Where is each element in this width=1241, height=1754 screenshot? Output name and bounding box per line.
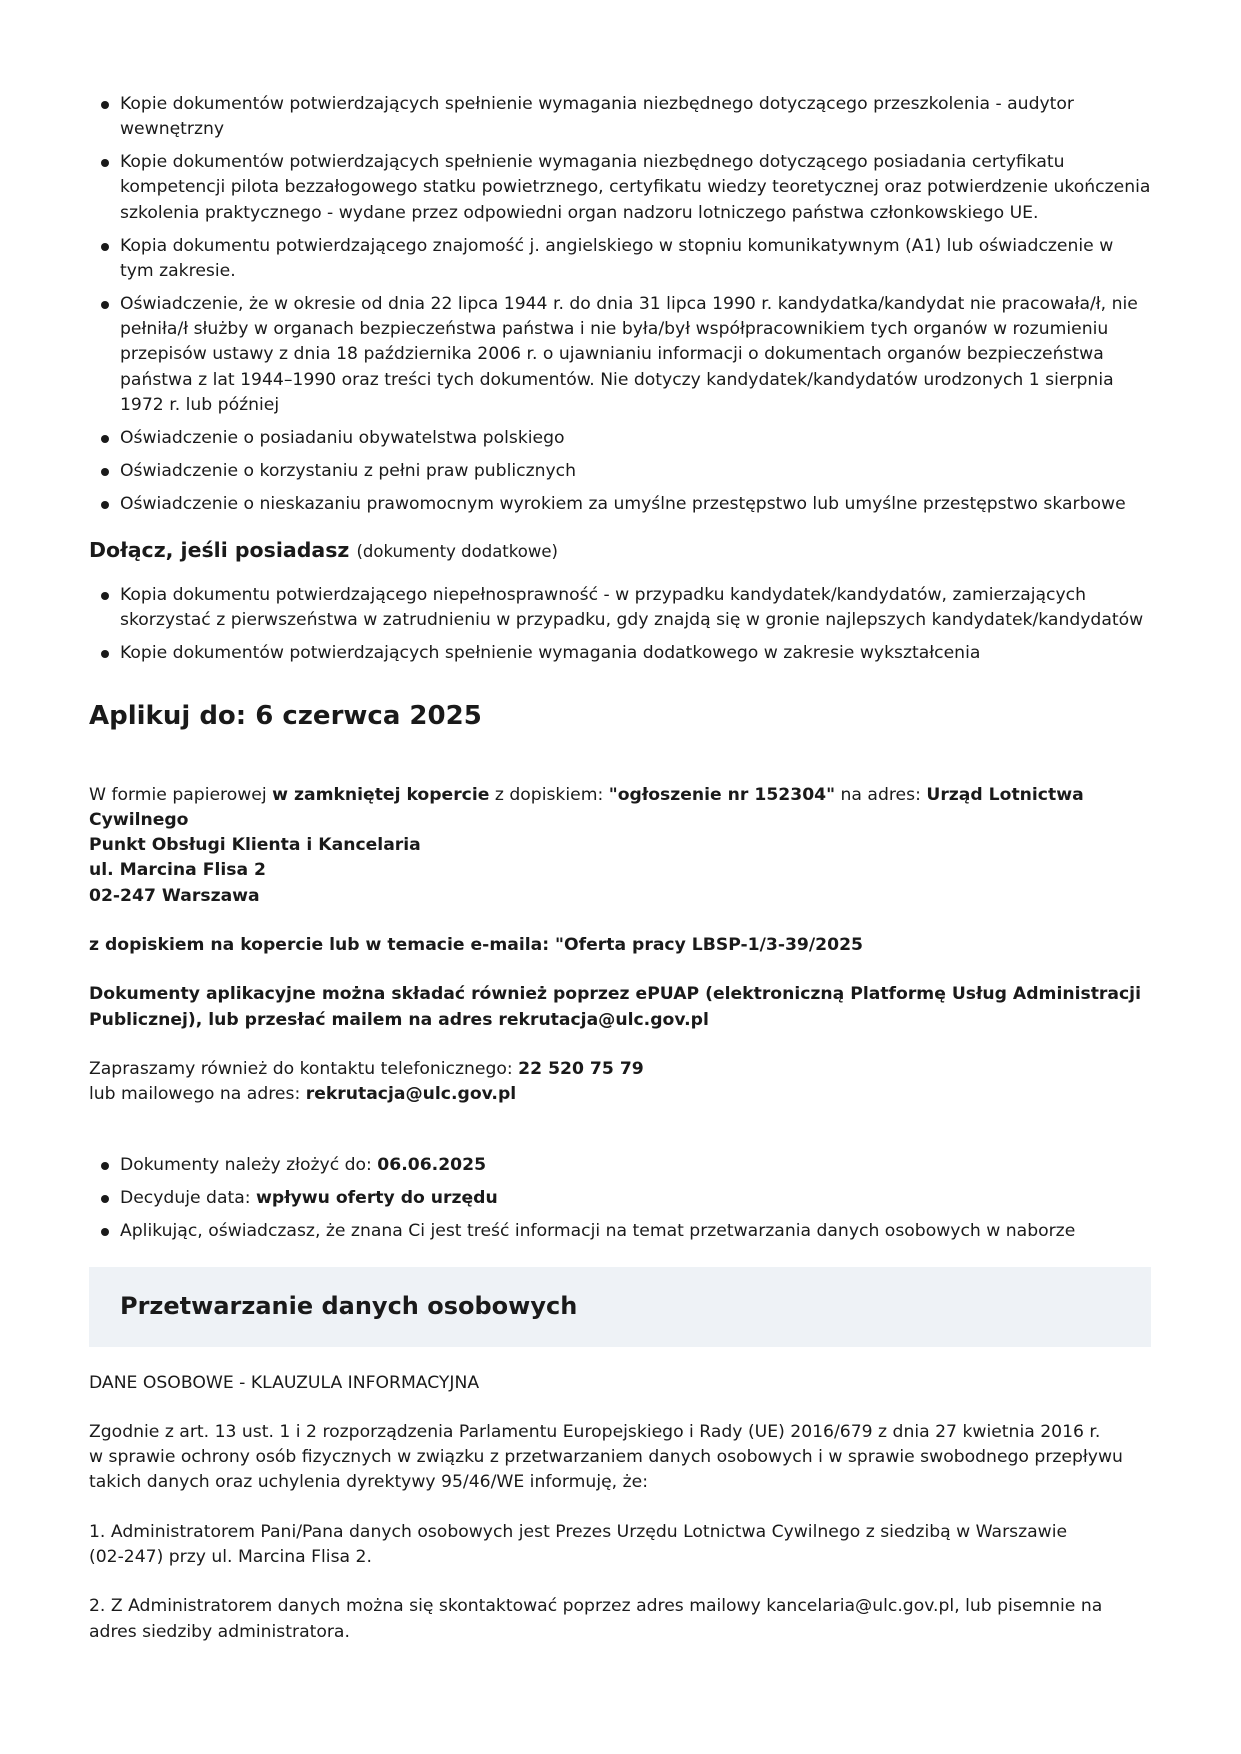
address-line: 02-247 Warszawa [89, 885, 260, 906]
privacy-heading: Przetwarzanie danych osobowych [120, 1291, 578, 1320]
decides-value: wpływu oferty do urzędu [256, 1188, 498, 1209]
list-item: Oświadczenie o korzystaniu z pełni praw publicznych [89, 459, 1151, 484]
office-name: Urząd Lotnictwa Cywilnego [89, 784, 1084, 830]
deadline-value: 06.06.2025 [377, 1155, 487, 1176]
list-item [89, 1153, 1151, 1178]
list-item: Kopie dokumentów potwierdzających spełnienie wymagania niezbędnego dotyczącego przeszkolenia - audytor wewnętrzny [89, 92, 1151, 143]
apply-deadline-heading: Aplikuj do: 6 czerwca 2025 [89, 700, 482, 731]
list-item: Oświadczenie o nieskazaniu prawomocnym wyrokiem za umyślne przestępstwo lub umyślne przestępstwo skarbowe [89, 492, 1151, 517]
decides-label: Decyduje data: [120, 1188, 257, 1209]
additional-heading-note: (dokumenty dodatkowe) [356, 542, 558, 562]
additional-documents-heading [89, 537, 1151, 565]
clause-title: DANE OSOBOWE - KLAUZULA INFORMACYJNA [89, 1372, 480, 1393]
apply-instructions [89, 783, 1151, 909]
contact-info [89, 1057, 1151, 1108]
epuap-note: Dokumenty aplikacyjne można składać również poprzez ePUAP (elektroniczną Platformę Usług Administracji Publicznej), lub przesłać mailem na adres rekrutacja@ulc.gov.pl [89, 984, 1141, 1030]
apply-text: z dopiskiem: [489, 784, 609, 805]
additional-heading-text: Dołącz, jeśli posiadasz [89, 538, 350, 563]
document-page [89, 92, 1151, 1645]
apply-text: W formie papierowej [89, 784, 273, 805]
privacy-point-2: 2. Z Administratorem danych można się skontaktować poprzez adres mailowy kancelaria@ulc.gov.pl, lub pisemnie na adres siedziby administratora. [89, 1596, 1103, 1642]
privacy-intro [89, 1420, 1151, 1496]
apply-summary-list [89, 1153, 1151, 1244]
list-item: Oświadczenie o posiadaniu obywatelstwa polskiego [89, 426, 1151, 451]
list-item: Kopia dokumentu potwierdzającego niepełnosprawność - w przypadku kandydatek/kandydatów, zamierzających skorzystać z pierwszeństwa w zatrudnieniu w przypadku, gdy znajdą się w gronie najlepszych kandydatek/kandydatów [89, 583, 1151, 634]
list-item: Oświadczenie, że w okresie od dnia 22 lipca 1944 r. do dnia 31 lipca 1990 r. kandydatka/kandydat nie pracowała/ł, nie pełniła/ł służby w organach bezpieczeństwa państwa i nie była/był współpracownikiem tych organów w rozumieniu przepisów ustawy z dnia 18 października 2006 r. o ujawnianiu informacji o dokumentach organów bezpieczeństwa państwa z lat 1944–1990 oraz treści tych dokumentów. Nie dotyczy kandydatek/kandydatów urodzonych 1 sierpnia 1972 r. lub później [89, 292, 1151, 418]
list-item: Kopia dokumentu potwierdzającego znajomość j. angielskiego w stopniu komunikatywnym (A1) lub oświadczenie w tym zakresie. [89, 234, 1151, 285]
contact-email: rekrutacja@ulc.gov.pl [305, 1084, 517, 1105]
contact-text: lub mailowego na adres: [89, 1084, 306, 1105]
privacy-intro-line: w sprawie ochrony osób fizycznych w związku z przetwarzaniem danych osobowych i w sprawie swobodnego przepływu takich danych oraz uchylenia dyrektywy 95/46/WE informuję, że: [89, 1447, 1123, 1493]
contact-text: Zapraszamy również do kontaktu telefonicznego: [89, 1058, 519, 1079]
privacy-intro-line: Zgodnie z art. 13 ust. 1 i 2 rozporządzenia Parlamentu Europejskiego i Rady (UE) 2016/679 z dnia 27 kwietnia 2016 r. [89, 1421, 1101, 1442]
additional-documents-list [89, 583, 1151, 666]
required-documents-list [89, 92, 1151, 517]
announcement-number: "ogłoszenie nr 152304" [608, 784, 836, 805]
apply-text-bold: w zamkniętej kopercie [272, 784, 490, 805]
envelope-note: z dopiskiem na kopercie lub w temacie e-maila: "Oferta pracy LBSP-1/3-39/2025 [89, 934, 864, 955]
address-line: ul. Marcina Flisa 2 [89, 860, 267, 881]
list-item [89, 1186, 1151, 1211]
deadline-label: Dokumenty należy złożyć do: [120, 1155, 378, 1176]
privacy-point-line: (02-247) przy ul. Marcina Flisa 2. [89, 1547, 372, 1568]
address-line: Punkt Obsługi Klienta i Kancelaria [89, 835, 421, 856]
apply-text: na adres: [835, 784, 927, 805]
privacy-point-line: 1. Administratorem Pani/Pana danych osobowych jest Prezes Urzędu Lotnictwa Cywilnego z siedzibą w Warszawie [89, 1521, 1068, 1542]
contact-phone: 22 520 75 79 [518, 1058, 644, 1079]
privacy-section-header [89, 1267, 1151, 1347]
list-item: Aplikując, oświadczasz, że znana Ci jest treść informacji na temat przetwarzania danych osobowych w naborze [89, 1219, 1151, 1244]
privacy-point-1 [89, 1520, 1151, 1571]
list-item: Kopie dokumentów potwierdzających spełnienie wymagania niezbędnego dotyczącego posiadania certyfikatu kompetencji pilota bezzałogowego statku powietrznego, certyfikatu wiedzy teoretycznej oraz potwierdzenie ukończenia szkolenia praktycznego - wydane przez odpowiedni organ nadzoru lotniczego państwa członkowskiego UE. [89, 150, 1151, 226]
list-item: Kopie dokumentów potwierdzających spełnienie wymagania dodatkowego w zakresie wykształcenia [89, 641, 1151, 666]
